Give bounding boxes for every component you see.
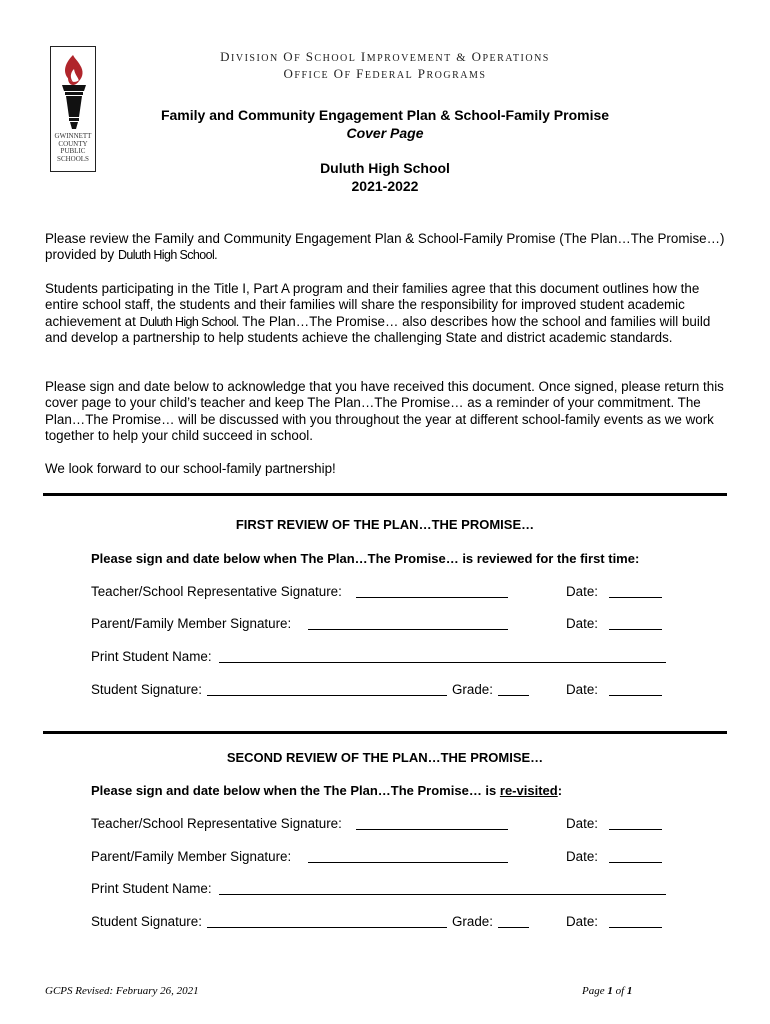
- first-teacher-signature-field[interactable]: [356, 586, 508, 598]
- section-divider: [43, 493, 727, 496]
- title-i-text: Students participating in the Title I, Part A program and their families agree that this document outlines how the entire school staff, the students and their families will share the responsibility for improved student academic achievement at: [45, 281, 700, 329]
- school-year: 2021-2022: [351, 178, 419, 194]
- page-prefix: Page: [582, 985, 608, 997]
- first-parent-date-field[interactable]: [609, 618, 662, 630]
- page-of: of: [612, 985, 627, 997]
- second-teacher-date-field[interactable]: [609, 818, 662, 830]
- first-teacher-date-label: Date:: [566, 584, 599, 599]
- first-grade-field[interactable]: [498, 684, 529, 696]
- title-i-paragraph: [45, 281, 735, 347]
- second-grade-label: Grade:: [452, 914, 493, 929]
- instruction-end: :: [557, 783, 563, 798]
- first-grade-label: Grade:: [452, 682, 493, 697]
- title-i-text-cont: The Plan…The Promise… also describes how the school and families will build and develop a partnership to help students achieve the challenging State and district academic standards.: [45, 313, 711, 346]
- first-review-instruction: Please sign and date below when The Plan…The Promise… is reviewed for the first time:: [91, 551, 640, 566]
- page-number: [582, 985, 632, 997]
- second-teacher-signature-label: Teacher/School Representative Signature:: [91, 816, 342, 831]
- instruction-emphasis: re-visited: [499, 783, 558, 798]
- logo-text: GWINNETT COUNTY PUBLIC SCHOOLS: [54, 132, 92, 163]
- first-student-name-label: Print Student Name:: [91, 649, 212, 664]
- closing-paragraph: We look forward to our school-family partnership!: [45, 461, 336, 476]
- first-parent-date-label: Date:: [566, 616, 599, 631]
- second-teacher-signature-field[interactable]: [356, 818, 508, 830]
- second-student-date-label: Date:: [566, 914, 599, 929]
- intro-paragraph: [45, 231, 735, 264]
- second-student-signature-label: Student Signature:: [91, 914, 202, 929]
- second-parent-date-field[interactable]: [609, 851, 662, 863]
- intro-text: Please review the Family and Community Engagement Plan & School-Family Promise (The Plan…The Promise…) provided by: [45, 231, 725, 263]
- instruction-text: Please sign and date below when the The Plan…The Promise… is: [91, 783, 500, 798]
- division-heading: DIVISION OF SCHOOL IMPROVEMENT & OPERATIONS: [220, 49, 550, 64]
- page-total: 1: [626, 985, 633, 997]
- first-student-date-field[interactable]: [609, 684, 662, 696]
- first-review-heading: FIRST REVIEW OF THE PLAN…THE PROMISE…: [235, 517, 535, 532]
- section-divider: [43, 731, 727, 734]
- second-student-name-label: Print Student Name:: [91, 881, 212, 896]
- first-parent-signature-field[interactable]: [308, 618, 508, 630]
- first-student-signature-field[interactable]: [207, 684, 447, 696]
- first-parent-signature-label: Parent/Family Member Signature:: [91, 616, 292, 631]
- second-parent-signature-field[interactable]: [308, 851, 508, 863]
- second-student-name-field[interactable]: [219, 883, 666, 895]
- first-student-signature-label: Student Signature:: [91, 682, 202, 697]
- second-student-date-field[interactable]: [609, 916, 662, 928]
- second-parent-signature-label: Parent/Family Member Signature:: [91, 849, 292, 864]
- second-review-instruction: [91, 783, 562, 798]
- sign-instructions-paragraph: Please sign and date below to acknowledge that you have received this document. Once signed, please return this cover page to your child’s teacher and keep The Plan…The Promise… as a reminder of your commitment. The Plan…The Promise… will be discussed with you throughout the year at different school-family events as we work together to help your child succeed in school.: [45, 379, 724, 444]
- second-parent-date-label: Date:: [566, 849, 599, 864]
- school-name-inline: Duluth High School.: [117, 248, 218, 263]
- school-name: Duluth High School: [320, 160, 450, 176]
- first-teacher-date-field[interactable]: [609, 586, 662, 598]
- document-title: Family and Community Engagement Plan & School-Family Promise: [160, 107, 610, 123]
- first-student-date-label: Date:: [566, 682, 599, 697]
- first-teacher-signature-label: Teacher/School Representative Signature:: [91, 584, 342, 599]
- first-student-name-field[interactable]: [219, 651, 666, 663]
- second-review-heading: SECOND REVIEW OF THE PLAN…THE PROMISE…: [226, 750, 544, 765]
- second-teacher-date-label: Date:: [566, 816, 599, 831]
- page-current: 1: [607, 985, 613, 997]
- second-student-signature-field[interactable]: [207, 916, 447, 928]
- second-grade-field[interactable]: [498, 916, 529, 928]
- school-name-inline: Duluth High School.: [139, 314, 239, 329]
- revision-date: GCPS Revised: February 26, 2021: [45, 985, 199, 997]
- document-subtitle: Cover Page: [346, 125, 424, 141]
- office-heading: OFFICE OF FEDERAL PROGRAMS: [283, 66, 487, 81]
